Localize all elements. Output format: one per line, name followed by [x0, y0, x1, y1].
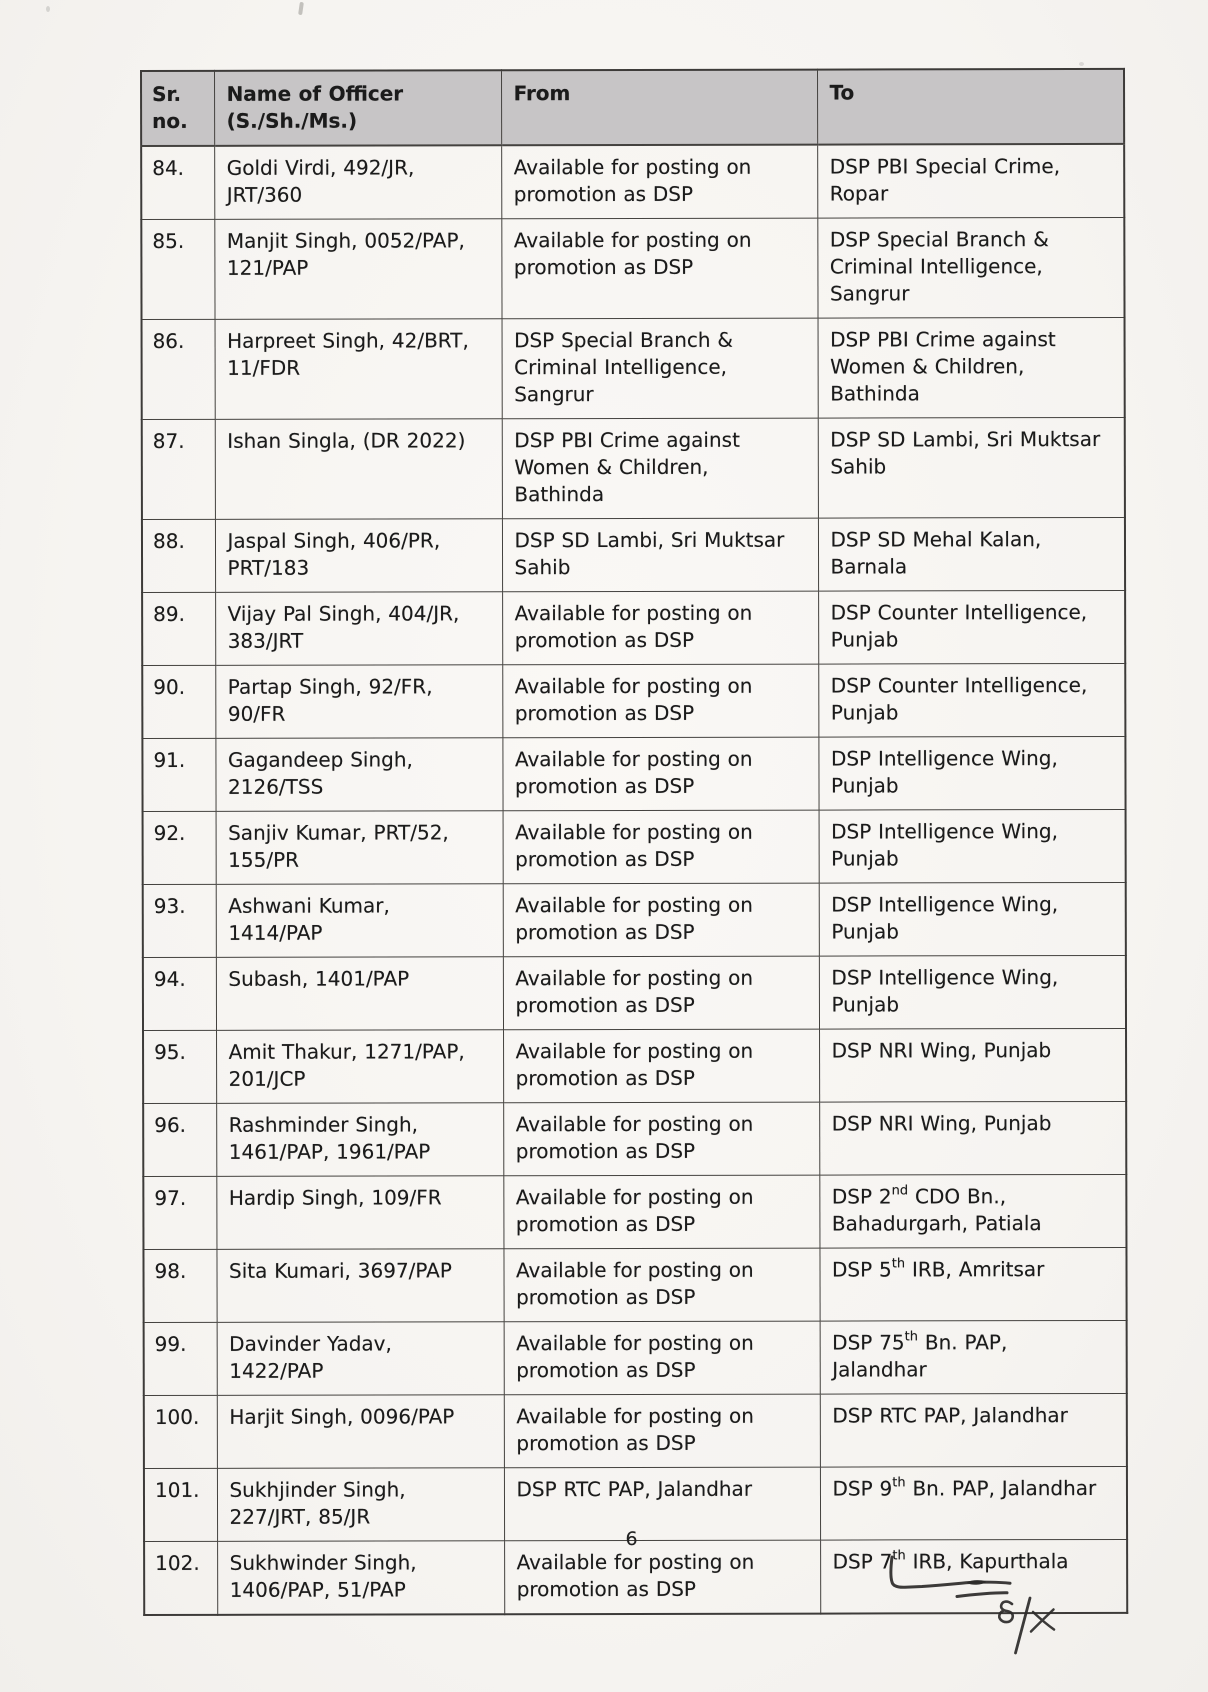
scan-speck — [298, 2, 304, 15]
cell-sr-no: 92. — [143, 811, 216, 884]
table-row — [143, 955, 1126, 1030]
table-header — [141, 69, 1124, 146]
col-header-to: To — [817, 69, 1124, 145]
signature-ink-blob — [968, 1581, 985, 1584]
table-row — [142, 417, 1125, 519]
table-row — [141, 144, 1124, 220]
cell-to: DSP Special Branch & Criminal Intelligence, Sangrur — [817, 217, 1124, 318]
cell-to: DSP RTC PAP, Jalandhar — [820, 1393, 1127, 1467]
cell-officer-name: Amit Thakur, 1271/PAP, 201/JCP — [216, 1030, 503, 1104]
cell-officer-name: Rashminder Singh, 1461/PAP, 1961/PAP — [216, 1103, 503, 1177]
cell-from: Available for posting on promotion as DSP — [503, 1248, 819, 1322]
cell-to: DSP SD Mehal Kalan, Barnala — [818, 517, 1125, 591]
cell-sr-no: 90. — [142, 665, 215, 738]
table-row — [142, 590, 1125, 665]
signature-char-x — [1031, 1610, 1054, 1632]
table-row — [141, 217, 1124, 319]
col-header-sr-no: Sr. no. — [141, 71, 214, 146]
cell-from: Available for posting on promotion as DSP — [503, 956, 819, 1030]
handwritten-signature-mark — [860, 1540, 1070, 1670]
cell-sr-no: 86. — [142, 319, 215, 419]
cell-from: DSP RTC PAP, Jalandhar — [504, 1467, 820, 1541]
col-header-name: Name of Officer (S./Sh./Ms.) — [214, 70, 501, 146]
cell-from: Available for posting on promotion as DSP — [503, 810, 819, 884]
table-body — [141, 144, 1127, 1615]
signature-underline — [957, 1593, 1007, 1597]
cell-officer-name: Hardip Singh, 109/FR — [216, 1176, 503, 1250]
table-row — [142, 736, 1125, 811]
cell-sr-no: 99. — [144, 1322, 217, 1395]
table-row — [142, 663, 1125, 738]
table-row — [142, 317, 1125, 419]
cell-officer-name: Goldi Virdi, 492/JR, JRT/360 — [214, 145, 501, 219]
page-number: 6 — [625, 1528, 638, 1550]
cell-sr-no: 94. — [143, 957, 216, 1030]
table-row — [142, 517, 1125, 592]
header-row — [141, 69, 1124, 146]
cell-officer-name: Jaspal Singh, 406/PR, PRT/183 — [215, 519, 502, 593]
cell-from: Available for posting on promotion as DSP — [501, 218, 817, 319]
cell-to: DSP Counter Intelligence, Punjab — [818, 590, 1125, 664]
cell-to: DSP 75th Bn. PAP, Jalandhar — [820, 1320, 1127, 1394]
cell-officer-name: Harjit Singh, 0096/PAP — [217, 1395, 504, 1469]
cell-sr-no: 84. — [141, 146, 214, 220]
cell-to: DSP 9th Bn. PAP, Jalandhar — [820, 1466, 1127, 1540]
cell-sr-no: 95. — [143, 1030, 216, 1103]
cell-from: Available for posting on promotion as DSP — [503, 1102, 819, 1176]
cell-from: Available for posting on promotion as DSP — [503, 1029, 819, 1103]
cell-officer-name: Ashwani Kumar, 1414/PAP — [216, 884, 503, 958]
cell-sr-no: 87. — [142, 419, 215, 519]
cell-to: DSP SD Lambi, Sri Muktsar Sahib — [818, 417, 1125, 518]
cell-sr-no: 89. — [142, 592, 215, 665]
cell-to: DSP Intelligence Wing, Punjab — [819, 882, 1126, 956]
cell-sr-no: 100. — [144, 1395, 217, 1468]
cell-from: DSP PBI Crime against Women & Children, Bathinda — [502, 418, 818, 519]
table-row — [143, 1174, 1126, 1249]
cell-from: Available for posting on promotion as DSP — [502, 737, 818, 811]
cell-to: DSP 7th IRB, Kapurthala — [820, 1539, 1127, 1613]
cell-sr-no: 102. — [144, 1541, 217, 1615]
cell-from: Available for posting on promotion as DSP — [501, 145, 817, 219]
cell-to: DSP Intelligence Wing, Punjab — [819, 809, 1126, 883]
cell-to: DSP Intelligence Wing, Punjab — [819, 955, 1126, 1029]
table-row — [143, 1247, 1126, 1322]
cell-sr-no: 101. — [144, 1468, 217, 1541]
signature-slash — [1016, 1598, 1031, 1653]
scan-speck — [46, 6, 50, 12]
table-row — [143, 882, 1126, 957]
cell-to: DSP NRI Wing, Punjab — [819, 1101, 1126, 1175]
signature-char-8 — [999, 1602, 1012, 1623]
cell-officer-name: Sukhjinder Singh, 227/JRT, 85/JR — [217, 1468, 504, 1542]
cell-officer-name: Vijay Pal Singh, 404/JR, 383/JRT — [215, 592, 502, 666]
col-header-from: From — [501, 70, 817, 146]
scan-speck — [1079, 62, 1084, 66]
officer-posting-table — [140, 68, 1128, 1616]
cell-from: Available for posting on promotion as DSP — [504, 1540, 820, 1614]
cell-officer-name: Sita Kumari, 3697/PAP — [216, 1249, 503, 1323]
cell-officer-name: Sukhwinder Singh, 1406/PAP, 51/PAP — [217, 1541, 504, 1615]
posting-table-wrap — [140, 68, 1127, 1616]
cell-officer-name: Ishan Singla, (DR 2022) — [215, 419, 502, 520]
cell-from: Available for posting on promotion as DSP — [503, 883, 819, 957]
cell-to: DSP 5th IRB, Amritsar — [819, 1247, 1126, 1321]
cell-to: DSP NRI Wing, Punjab — [819, 1028, 1126, 1102]
table-row — [143, 809, 1126, 884]
table-row — [143, 1028, 1126, 1103]
cell-officer-name: Manjit Singh, 0052/PAP, 121/PAP — [214, 219, 501, 320]
cell-officer-name: Sanjiv Kumar, PRT/52, 155/PR — [216, 811, 503, 885]
cell-from: Available for posting on promotion as DSP — [504, 1394, 820, 1468]
cell-from: Available for posting on promotion as DSP — [504, 1321, 820, 1395]
cell-sr-no: 93. — [143, 884, 216, 957]
cell-sr-no: 97. — [143, 1176, 216, 1249]
table-row — [144, 1320, 1127, 1395]
cell-sr-no: 91. — [142, 738, 215, 811]
signature-stroke-main — [891, 1557, 1010, 1587]
cell-to: DSP PBI Special Crime, Ropar — [817, 144, 1124, 218]
cell-sr-no: 96. — [143, 1103, 216, 1176]
cell-to: DSP Counter Intelligence, Punjab — [818, 663, 1125, 737]
cell-officer-name: Subash, 1401/PAP — [216, 957, 503, 1031]
cell-from: Available for posting on promotion as DSP — [502, 664, 818, 738]
cell-to: DSP PBI Crime against Women & Children, Bathinda — [818, 317, 1125, 418]
cell-from: DSP Special Branch & Criminal Intelligence, Sangrur — [502, 318, 818, 419]
cell-officer-name: Harpreet Singh, 42/BRT, 11/FDR — [215, 319, 502, 420]
table-row — [143, 1101, 1126, 1176]
cell-officer-name: Davinder Yadav, 1422/PAP — [217, 1322, 504, 1396]
cell-to: DSP Intelligence Wing, Punjab — [818, 736, 1125, 810]
cell-to: DSP 2nd CDO Bn., Bahadurgarh, Patiala — [819, 1174, 1126, 1248]
cell-officer-name: Partap Singh, 92/FR, 90/FR — [215, 665, 502, 739]
cell-from: Available for posting on promotion as DSP — [503, 1175, 819, 1249]
cell-sr-no: 85. — [141, 219, 214, 319]
cell-from: Available for posting on promotion as DSP — [502, 591, 818, 665]
table-row — [144, 1393, 1127, 1468]
cell-sr-no: 88. — [142, 519, 215, 592]
cell-from: DSP SD Lambi, Sri Muktsar Sahib — [502, 518, 818, 592]
cell-officer-name: Gagandeep Singh, 2126/TSS — [215, 738, 502, 812]
cell-sr-no: 98. — [143, 1249, 216, 1322]
